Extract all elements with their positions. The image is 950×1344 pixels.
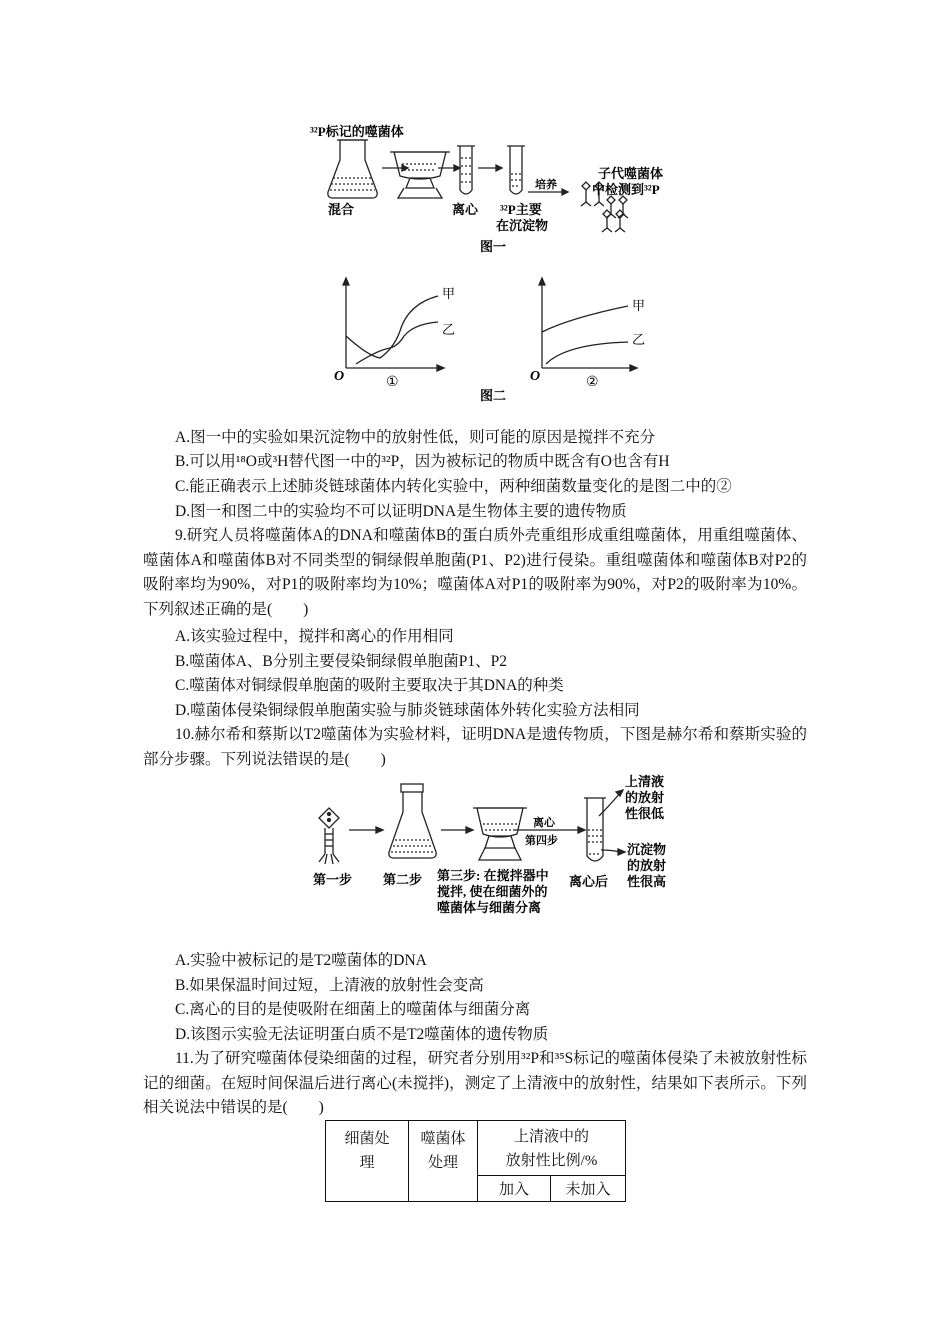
q11-table [325, 1120, 626, 1202]
q10-step1-label: 第一步 [313, 872, 353, 887]
q8-option-b: B.可以用¹⁸O或³H替代图一中的³²P，因为被标记的物质中既含有O也含有H [175, 453, 670, 470]
fig2-yi-label-1: 乙 [442, 322, 456, 337]
fig2-origin-2: O [530, 369, 541, 384]
fig1-mix-label: 混合 [328, 202, 355, 217]
fig2-panel-1: ① [386, 375, 399, 390]
table-header-bacteria: 细菌处 理 [326, 1121, 409, 1202]
fig1-top-label: ³²P标记的噬菌体 [310, 124, 404, 139]
q10-option-d: D.该图示实验无法证明蛋白质不是T2噬菌体的遗传物质 [175, 1026, 549, 1043]
blender-icon [390, 152, 450, 198]
flask-icon [328, 140, 377, 198]
q8-option-d: D.图一和图二中的实验均不可以证明DNA是生物体主要的遗传物质 [175, 503, 627, 520]
fig2-jia-label-2: 甲 [632, 298, 646, 313]
q10-step3-line1: 第三步: 在搅拌器中 [437, 868, 549, 883]
blender-icon [473, 808, 527, 860]
q9-option-a: A.该实验过程中，搅拌和离心的作用相同 [175, 628, 454, 645]
table-header-phage: 噬菌体 处理 [409, 1121, 478, 1202]
fig2-jia-label-1: 甲 [442, 286, 456, 301]
q10-sediment-line1: 沉淀物 [627, 842, 667, 857]
fig1-offspring-label: 子代噬菌体 [598, 166, 664, 181]
q10-stem: 10.赫尔希和蔡斯以T2噬菌体为实验材料，证明DNA是遗传物质，下图是赫尔希和蔡斯实验的部分步骤。下列说法错误的是( ) [143, 726, 807, 768]
q10-after-label: 离心后 [569, 874, 609, 889]
q10-supernatant-line1: 上清液 [625, 774, 665, 789]
q8-option-a: A.图一中的实验如果沉淀物中的放射性低，则可能的原因是搅拌不充分 [175, 429, 656, 446]
fig1-sediment-label: 在沉淀物 [496, 218, 549, 233]
q10-sediment-line3: 性很高 [627, 874, 667, 889]
fig2-panel-2: ② [586, 375, 599, 390]
q10-sediment-line2: 的放射 [627, 858, 667, 873]
test-tube-icon [457, 146, 475, 194]
test-tube-icon [507, 146, 525, 194]
figure-2 [330, 276, 660, 408]
q10-supernatant-line2: 的放射 [625, 790, 665, 805]
q9-stem: 9.研究人员将噬菌体A的DNA和噬菌体B的蛋白质外壳重组形成重组噬菌体，用重组噬菌体、噬菌体A和噬菌体B对不同类型的铜绿假单胞菌(P1、P2)进行侵染。重组噬菌体和噬菌体B对P2的吸附率均为90%，对P1的吸附率均为10%；噬菌体A对P1的吸附率为90%，对P2的吸附率为10%。下列叙述正确的是( ) [143, 527, 807, 618]
figure-q10 [305, 770, 685, 930]
fig1-detected-label: 中检测到³²P [592, 182, 660, 197]
curve-yi-1 [356, 322, 438, 364]
q10-step2-label: 第二步 [383, 872, 423, 887]
table-subheader-not-added: 未加入 [551, 1176, 626, 1202]
curve-jia-1 [346, 296, 438, 358]
flask-icon [389, 784, 436, 858]
q10-option-b: B.如果保温时间过短，上清液的放射性会变高 [175, 977, 484, 994]
table-subheader-added: 加入 [478, 1176, 551, 1202]
table-header-ratio: 上清液中的 放射性比例/% [478, 1121, 626, 1176]
fig1-p-main-label: ³²P主要 [500, 202, 542, 217]
q9-option-d: D.噬菌体侵染铜绿假单胞菌实验与肺炎链球菌体外转化实验方法相同 [175, 702, 640, 719]
curve-jia-2 [542, 306, 628, 332]
q11-stem: 11.为了研究噬菌体侵染细菌的过程，研究者分别用³²P和³⁵S标记的噬菌体侵染了未被放射性标记的细菌。在短时间保温后进行离心(未搅拌)，测定了上清液中的放射性，结果如下表所示。下列相关说法中错误的是( ) [143, 1050, 807, 1117]
phage-icon [319, 808, 339, 864]
q10-step4-label: 第四步 [525, 835, 558, 847]
fig1-culture-label: 培养 [535, 179, 557, 191]
fig2-yi-label-2: 乙 [632, 332, 646, 347]
q10-step3-line3: 噬菌体与细菌分离 [437, 900, 542, 915]
curve-yi-2 [546, 342, 628, 364]
q10-step3-line2: 搅拌, 使在细菌外的 [437, 884, 548, 899]
fig1-centrifuge-label: 离心 [452, 202, 479, 217]
q9-option-b: B.噬菌体A、B分别主要侵染铜绿假单胞菌P1、P2 [175, 653, 507, 670]
q10-centrifuge-label: 离心 [533, 817, 555, 829]
fig2-caption: 图二 [480, 388, 507, 403]
figure-1 [300, 118, 700, 260]
fig1-caption: 图一 [480, 239, 507, 254]
q8-option-c: C.能正确表示上述肺炎链球菌体内转化实验中，两种细菌数量变化的是图二中的② [175, 478, 732, 495]
fig2-origin-1: O [334, 369, 345, 384]
q9-option-c: C.噬菌体对铜绿假单胞菌的吸附主要取决于其DNA的种类 [175, 677, 564, 694]
q10-option-a: A.实验中被标记的是T2噬菌体的DNA [175, 952, 427, 969]
q10-supernatant-line3: 性很低 [625, 806, 665, 821]
q10-option-c: C.离心的目的是使吸附在细菌上的噬菌体与细菌分离 [175, 1001, 531, 1018]
test-tube-icon [584, 798, 606, 861]
